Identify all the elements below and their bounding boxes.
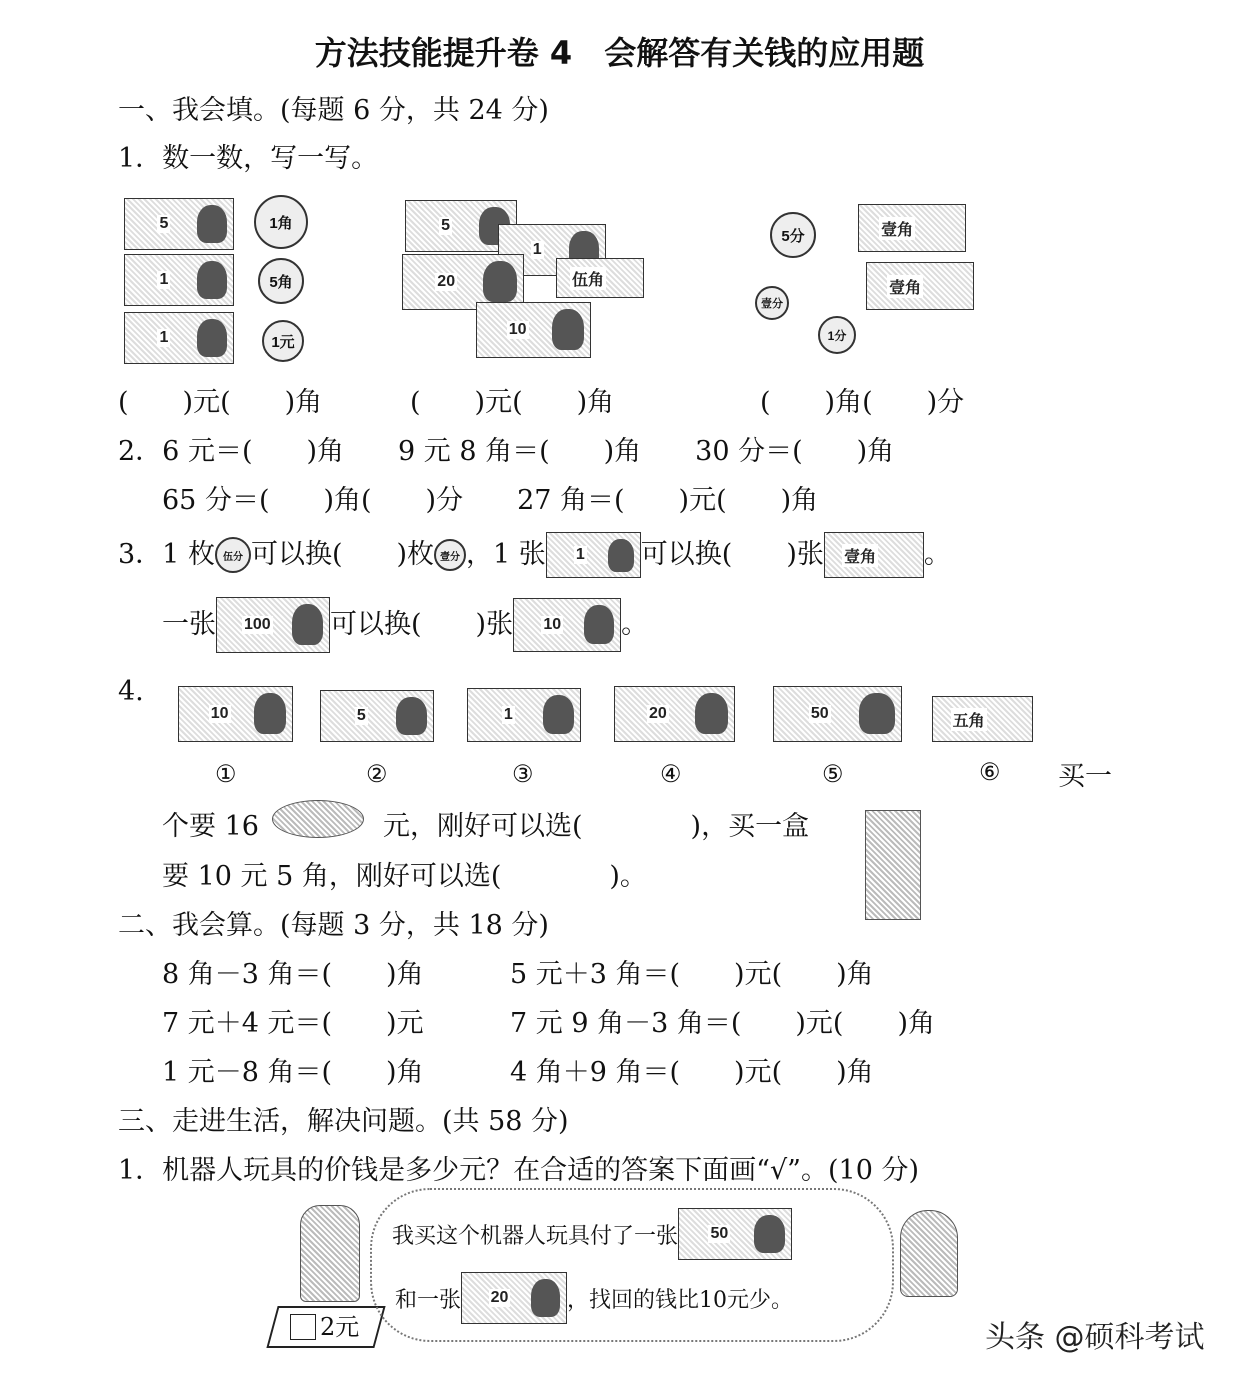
banknote: 10 [476, 302, 591, 358]
coin: 1分 [818, 316, 856, 354]
q4-text-1b: 元，刚好可以选( )，买一盒 [383, 811, 810, 842]
option-mark: ④ [660, 760, 682, 788]
banknote-10yuan: 10 [513, 598, 621, 652]
girl-image [900, 1210, 958, 1297]
coin: 5分 [770, 212, 816, 258]
q3-line2: 一张 100 可以换( )张 10 。 [162, 596, 648, 654]
hat-image [272, 800, 364, 838]
calc-item: 4 角＋9 角＝( )元( )角 [510, 1057, 874, 1088]
q2-line1: 2．6 元＝( )角 9 元 8 角＝( )角 30 分＝( )角 [118, 436, 895, 467]
coin: 5角 [258, 258, 304, 304]
calc-item: 7 元＋4 元＝( )元 [162, 1008, 424, 1039]
coin-5fen: 伍分 [215, 537, 251, 573]
banknote: 壹角 [866, 262, 974, 310]
option-mark: ③ [512, 760, 534, 788]
banknote: 5 [124, 198, 234, 250]
calc-item: 7 元 9 角－3 角＝( )元( )角 [510, 1008, 935, 1039]
banknote: 5 [320, 690, 434, 742]
section2-heading: 二、我会算。(每题 3 分，共 18 分) [118, 910, 549, 941]
section3-heading: 三、走进生活，解决问题。(共 58 分) [118, 1106, 569, 1137]
banknote-100yuan: 100 [216, 597, 330, 653]
q2-line2: 65 分＝( )角( )分 27 角＝( )元( )角 [162, 485, 819, 516]
q1-answer-2: ( )元( )角 [410, 387, 615, 418]
calc-item: 8 角－3 角＝( )角 [162, 959, 424, 990]
bubble-line2: 和一张 20 ，找回的钱比10元少。 [395, 1272, 793, 1324]
watermark: 头条 @硕科考试 [985, 1320, 1205, 1355]
answer-box[interactable] [290, 1314, 316, 1340]
coin: 1角 [254, 195, 308, 249]
s3-q1-label: 1．机器人玩具的价钱是多少元？在合适的答案下面画“√”。(10 分) [118, 1155, 919, 1186]
banknote: 1 [498, 224, 606, 276]
section1-heading: 一、我会填。(每题 6 分，共 24 分) [118, 95, 549, 126]
banknote-1jiao: 壹角 [824, 532, 924, 578]
banknote-50yuan: 50 [678, 1208, 792, 1260]
coin: 1元 [262, 320, 304, 362]
q4-text-2: 要 10 元 5 角，刚好可以选( )。 [162, 861, 647, 892]
option-mark: ⑤ [822, 760, 844, 788]
banknote: 5 [405, 200, 517, 252]
option-mark: ① [215, 760, 237, 788]
banknote-20yuan: 20 [461, 1272, 567, 1324]
q1-answer-3: ( )角( )分 [760, 387, 965, 418]
banknote: 伍角 [556, 258, 644, 298]
banknote: 壹角 [858, 204, 966, 252]
banknote-1yuan: 1 [546, 532, 641, 578]
coin: 壹分 [755, 286, 789, 320]
q4-label: 4. [118, 676, 144, 707]
option-mark: ② [366, 760, 388, 788]
robot-image [300, 1205, 360, 1302]
banknote: 20 [614, 686, 735, 742]
option-mark: ⑥ [979, 758, 1001, 786]
bubble-line1: 我买这个机器人玩具付了一张 50 [392, 1208, 792, 1260]
banknote: 五角 [932, 696, 1033, 742]
calc-item: 5 元＋3 角＝( )元( )角 [510, 959, 874, 990]
q1-answer-1: ( )元( )角 [118, 387, 323, 418]
q1-label: 1．数一数，写一写。 [118, 143, 379, 174]
page-title: 方法技能提升卷 4 会解答有关钱的应用题 [314, 34, 925, 72]
banknote: 10 [178, 686, 293, 742]
calc-item: 1 元－8 角＝( )角 [162, 1057, 424, 1088]
banknote: 50 [773, 686, 902, 742]
crayon-box-image [865, 810, 921, 920]
banknote: 1 [124, 254, 234, 306]
q4-text-tail: 买一 [1058, 761, 1112, 792]
coin-1fen: 壹分 [434, 539, 466, 571]
banknote: 20 [402, 254, 524, 310]
banknote: 1 [124, 312, 234, 364]
price-text: 2元 [320, 1313, 360, 1341]
q3-line1: 3．1 枚 伍分 可以换( )枚 壹分 ，1 张 1 可以换( )张 壹角 。 [118, 530, 951, 580]
banknote: 1 [467, 688, 581, 742]
q4-text-1a: 个要 16 [162, 811, 259, 842]
